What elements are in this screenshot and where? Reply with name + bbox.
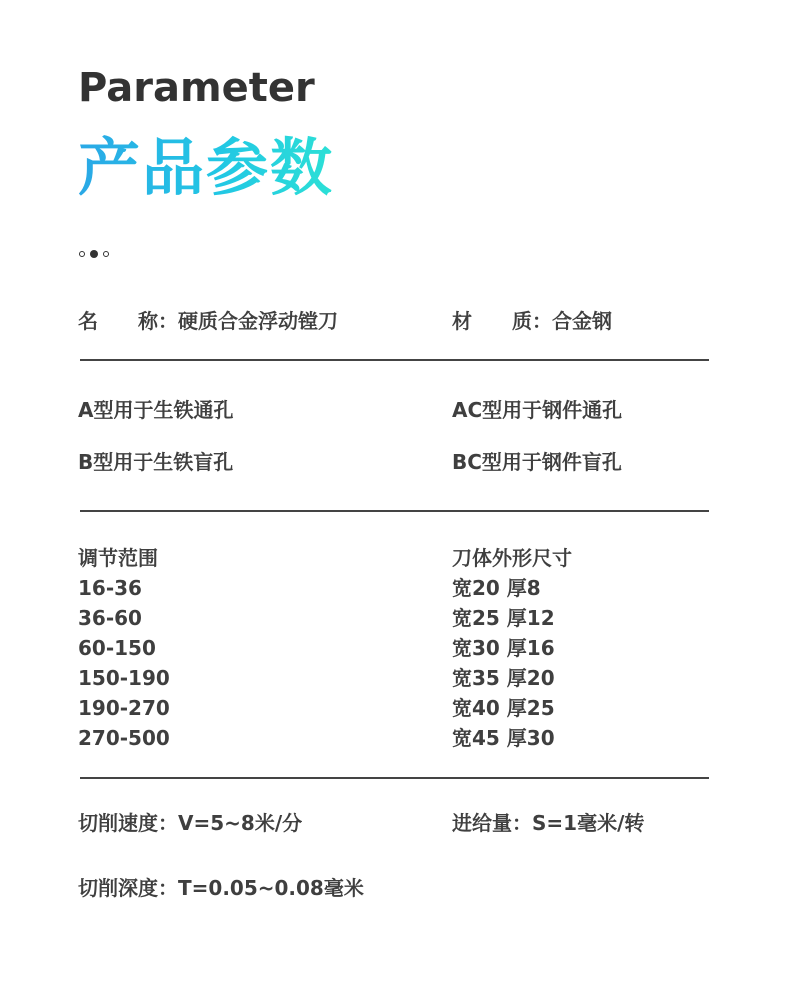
body-size-item: 宽45 厚30 — [452, 726, 555, 750]
cutting-depth: 切削深度：T=0.05~0.08毫米 — [78, 876, 364, 900]
product-name-value: 硬质合金浮动镗刀 — [178, 309, 338, 333]
body-size-header: 刀体外形尺寸 — [452, 546, 572, 570]
type-b: B型用于生铁盲孔 — [78, 450, 234, 474]
body-size-item: 宽30 厚16 — [452, 636, 555, 660]
body-size-item: 宽40 厚25 — [452, 696, 555, 720]
adjust-range-item: 190-270 — [78, 696, 170, 720]
filled-dot-icon — [90, 250, 98, 258]
divider — [80, 777, 709, 779]
hollow-dot-icon — [79, 251, 85, 257]
adjust-range-header: 调节范围 — [78, 546, 158, 570]
hollow-dot-icon — [103, 251, 109, 257]
type-bc: BC型用于钢件盲孔 — [452, 450, 622, 474]
product-name-row — [78, 307, 338, 335]
material-label: 材 质： — [452, 309, 552, 333]
adjust-range-item: 60-150 — [78, 636, 156, 660]
material-row — [452, 307, 612, 335]
page-title-english: Parameter — [78, 65, 315, 111]
body-size-list — [452, 543, 572, 753]
divider — [80, 359, 709, 361]
feed-rate: 进给量：S=1毫米/转 — [452, 811, 645, 835]
type-ac: AC型用于钢件通孔 — [452, 398, 623, 422]
body-size-item: 宽35 厚20 — [452, 666, 555, 690]
body-size-item: 宽25 厚12 — [452, 606, 555, 630]
adjust-range-list — [78, 543, 170, 753]
page-title-chinese: 产品参数 — [78, 131, 335, 204]
type-a: A型用于生铁通孔 — [78, 398, 234, 422]
body-size-item: 宽20 厚8 — [452, 576, 541, 600]
adjust-range-item: 150-190 — [78, 666, 170, 690]
adjust-range-item: 270-500 — [78, 726, 170, 750]
product-name-label: 名 称： — [78, 309, 178, 333]
decorative-dots — [79, 248, 109, 260]
material-value: 合金钢 — [552, 309, 612, 333]
adjust-range-item: 16-36 — [78, 576, 142, 600]
cutting-speed: 切削速度：V=5~8米/分 — [78, 811, 303, 835]
divider — [80, 510, 709, 512]
adjust-range-item: 36-60 — [78, 606, 142, 630]
